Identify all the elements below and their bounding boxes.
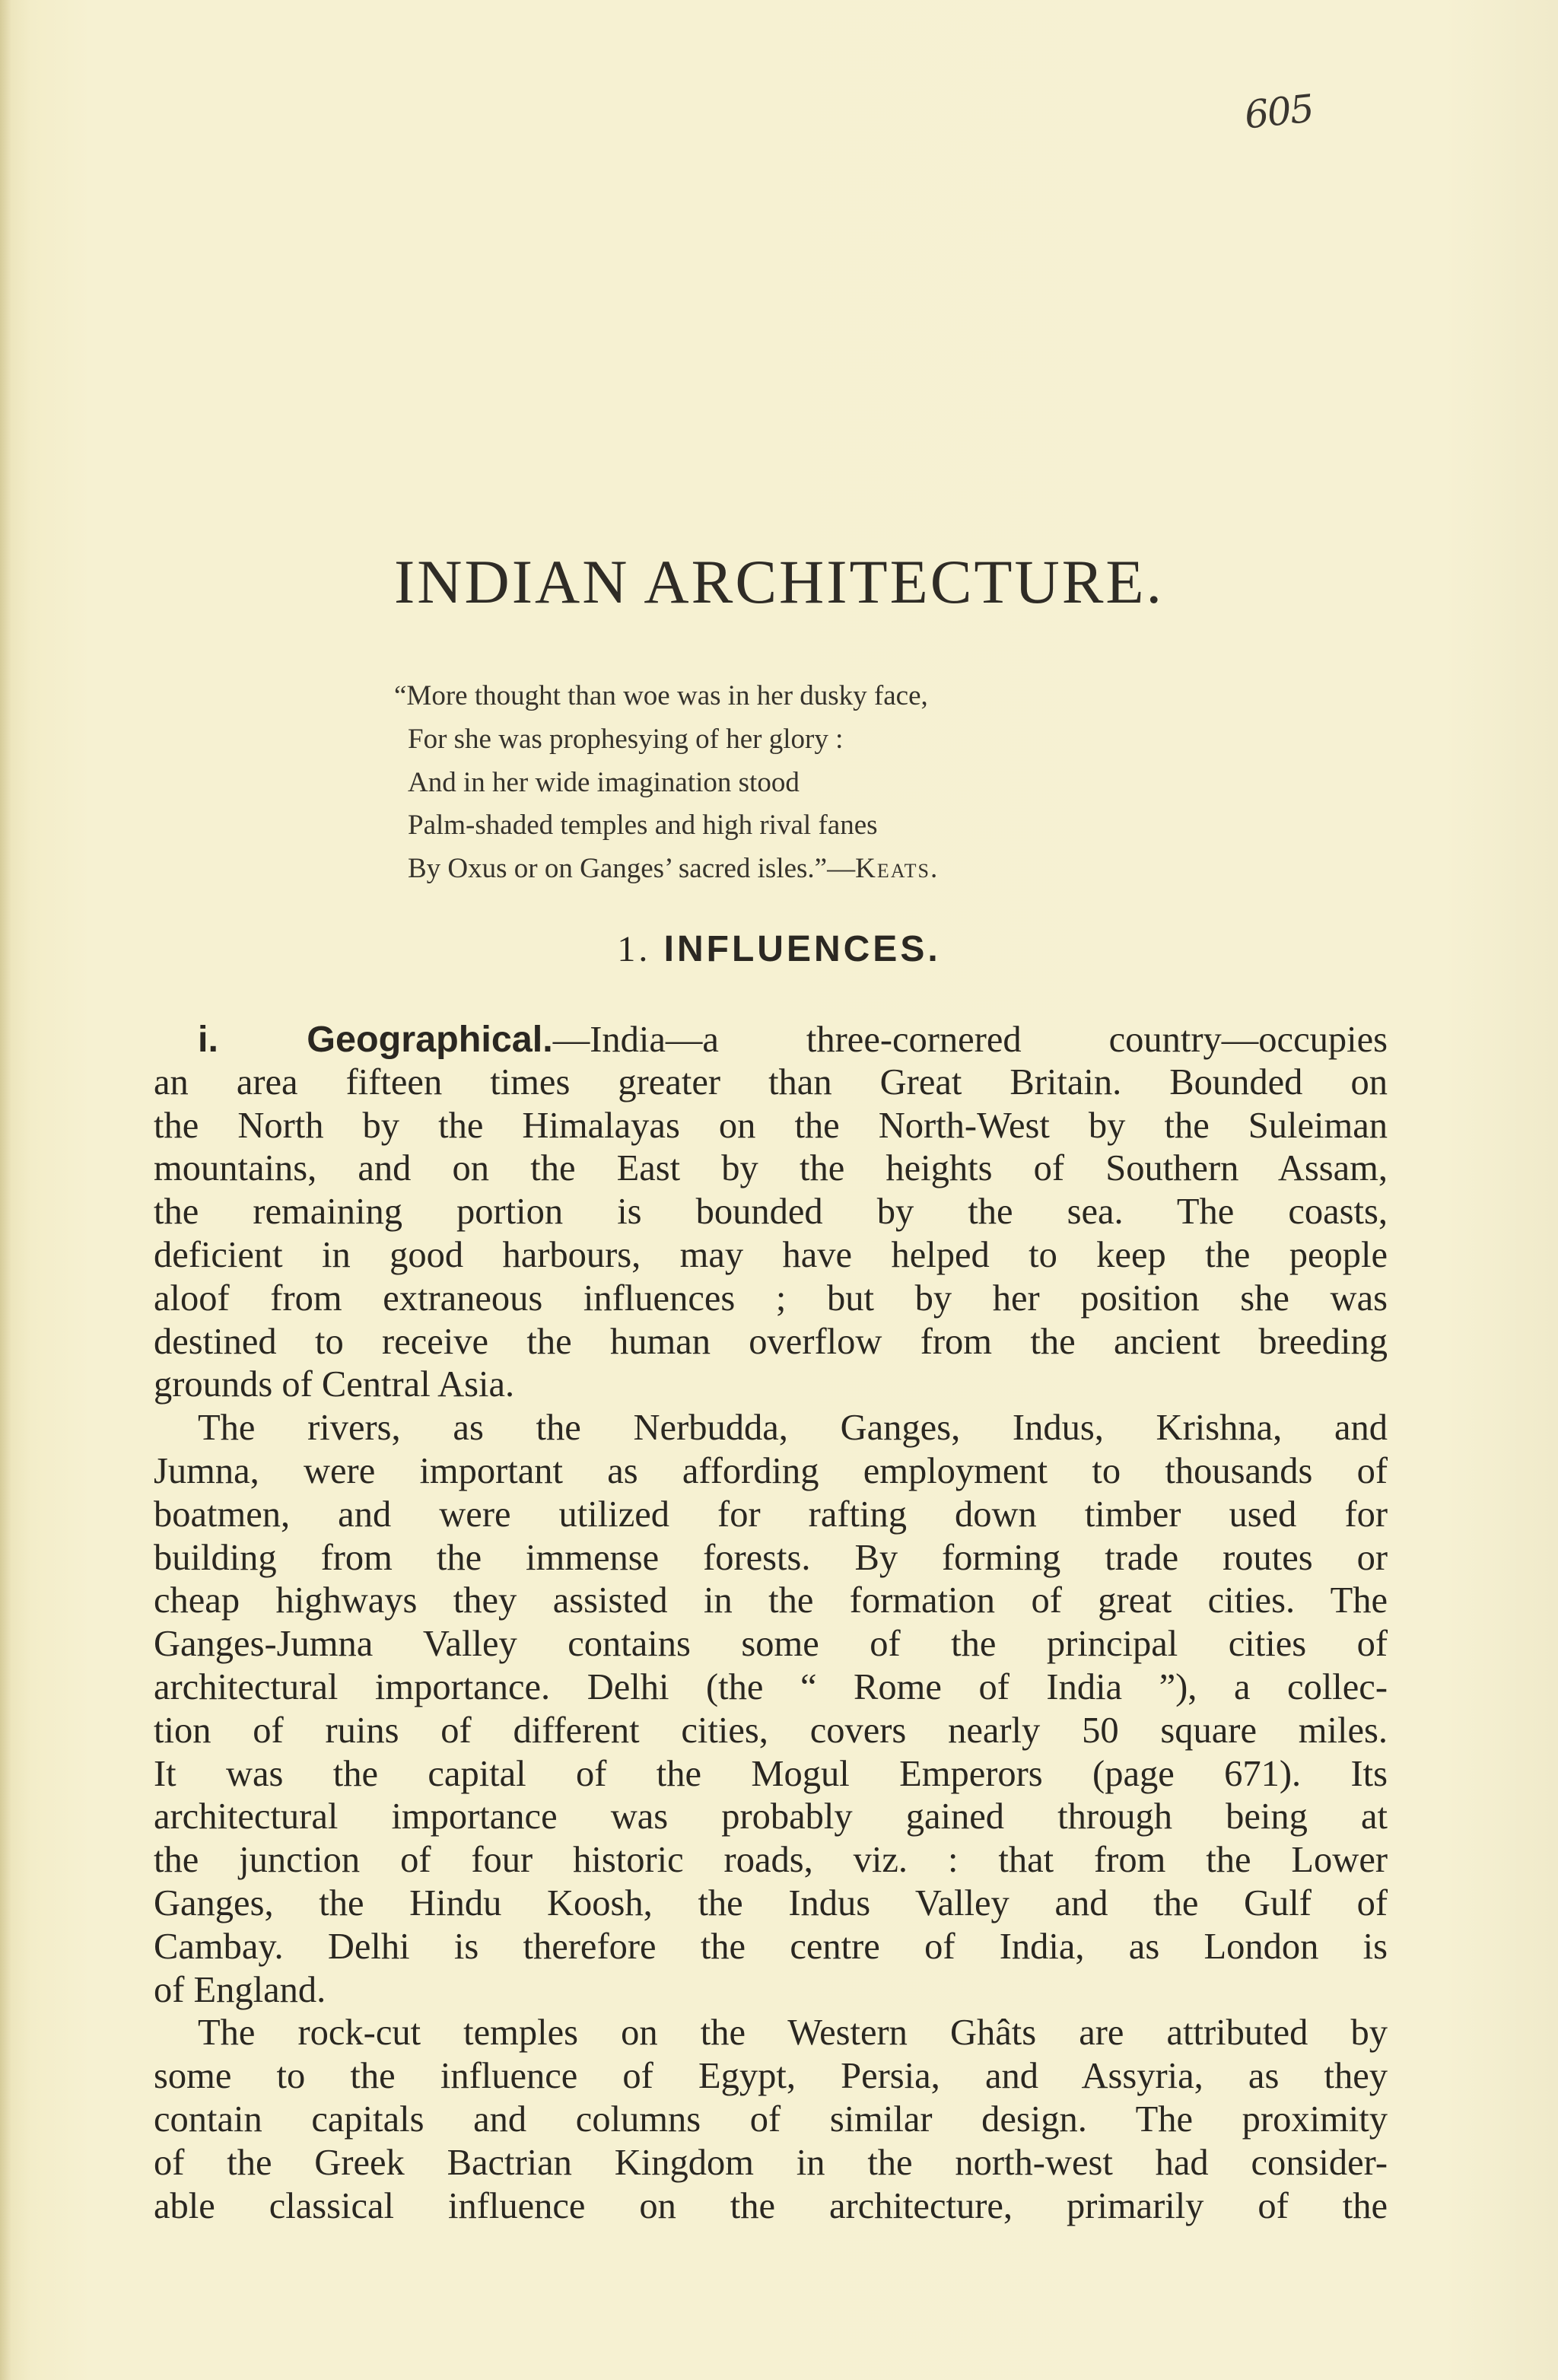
paragraph-line [154,1018,1388,1061]
paragraph-line: an area fifteen times greater than Great Britain. Bounded on [154,1061,1388,1102]
paragraph-line: The rivers, as the Nerbudda, Ganges, Indus, Krishna, and [198,1408,1388,1449]
epigraph-line: And in her wide imagination stood [408,766,800,798]
paragraph-line: architectural importance was probably gained through being at [154,1796,1388,1838]
paragraph-line: Ganges, the Hindu Koosh, the Indus Valley and the Gulf of [154,1882,1388,1923]
epigraph-line: For she was prophesying of her glory : [408,723,844,755]
paragraph-line: tion of ruins of different cities, covers nearly 50 square miles. [154,1710,1388,1751]
paragraph-line: mountains, and on the East by the heights of Southern Assam, [154,1148,1388,1189]
paragraph-line: the North by the Himalayas on the North-West by the Suleiman [154,1105,1388,1146]
paragraph-line: grounds of Central Asia. [154,1364,515,1405]
paragraph-line: the remaining portion is bounded by the sea. The coasts, [154,1192,1388,1233]
paragraph-line: boatmen, and were utilized for rafting down timber used for [154,1494,1388,1535]
section-title: INFLUENCES. [663,929,941,969]
paragraph-line: able classical influence on the architecture, primarily of the [154,2185,1388,2226]
paragraph-line: cheap highways they assisted in the formation of great cities. The [154,1580,1388,1621]
paragraph-line: destined to receive the human overflow from the ancient breeding [154,1321,1388,1362]
epigraph-line: By Oxus or on Ganges’ sacred isles.”— [408,853,856,885]
runin-heading: i. Geographical. [198,1019,553,1060]
section-number: 1. [617,929,651,969]
body-text [154,1018,1388,2228]
handwritten-page-number: 605 [1242,86,1315,138]
paragraph-line: Cambay. Delhi is therefore the centre of India, as London is [154,1926,1388,1967]
paragraph-line: It was the capital of the Mogul Emperors (page 671). Its [154,1753,1388,1794]
paragraph-line: the junction of four historic roads, viz. : that from the Lower [154,1840,1388,1881]
paragraph-line: deficient in good harbours, may have helped to keep the people [154,1234,1388,1275]
paragraph-line: The rock-cut temples on the Western Ghâts are attributed by [198,2013,1388,2054]
paragraph-line: Jumna, were important as affording employment to thousands of [154,1450,1388,1491]
epigraph-last-line [394,851,939,895]
paragraph-text: —India—a three-cornered country—occupies [552,1020,1388,1060]
section-heading [0,928,1558,970]
epigraph-line: “More thought than woe was in her dusky face, [394,680,928,711]
epigraph [394,679,939,895]
paragraph-line: building from the immense forests. By forming trade routes or [154,1537,1388,1578]
paragraph-line: of England. [154,1969,326,2010]
paragraph-line: aloof from extraneous influences ; but by her position she was [154,1278,1388,1319]
paragraph-line: of the Greek Bactrian Kingdom in the north-west had consider- [154,2142,1388,2183]
paragraph-line: Ganges-Jumna Valley contains some of the principal cities of [154,1624,1388,1665]
paragraph-line: some to the influence of Egypt, Persia, and Assyria, as they [154,2056,1388,2097]
page-binding-edge [0,0,11,2380]
epigraph-author: Keats. [855,853,940,885]
paragraph-line: architectural importance. Delhi (the “ Rome of India ”), a collec- [154,1666,1388,1707]
chapter-title: INDIAN ARCHITECTURE. [393,547,1165,616]
paragraph-line: contain capitals and columns of similar design. The proximity [154,2098,1388,2140]
epigraph-line: Palm-shaded temples and high rival fanes [408,810,878,842]
